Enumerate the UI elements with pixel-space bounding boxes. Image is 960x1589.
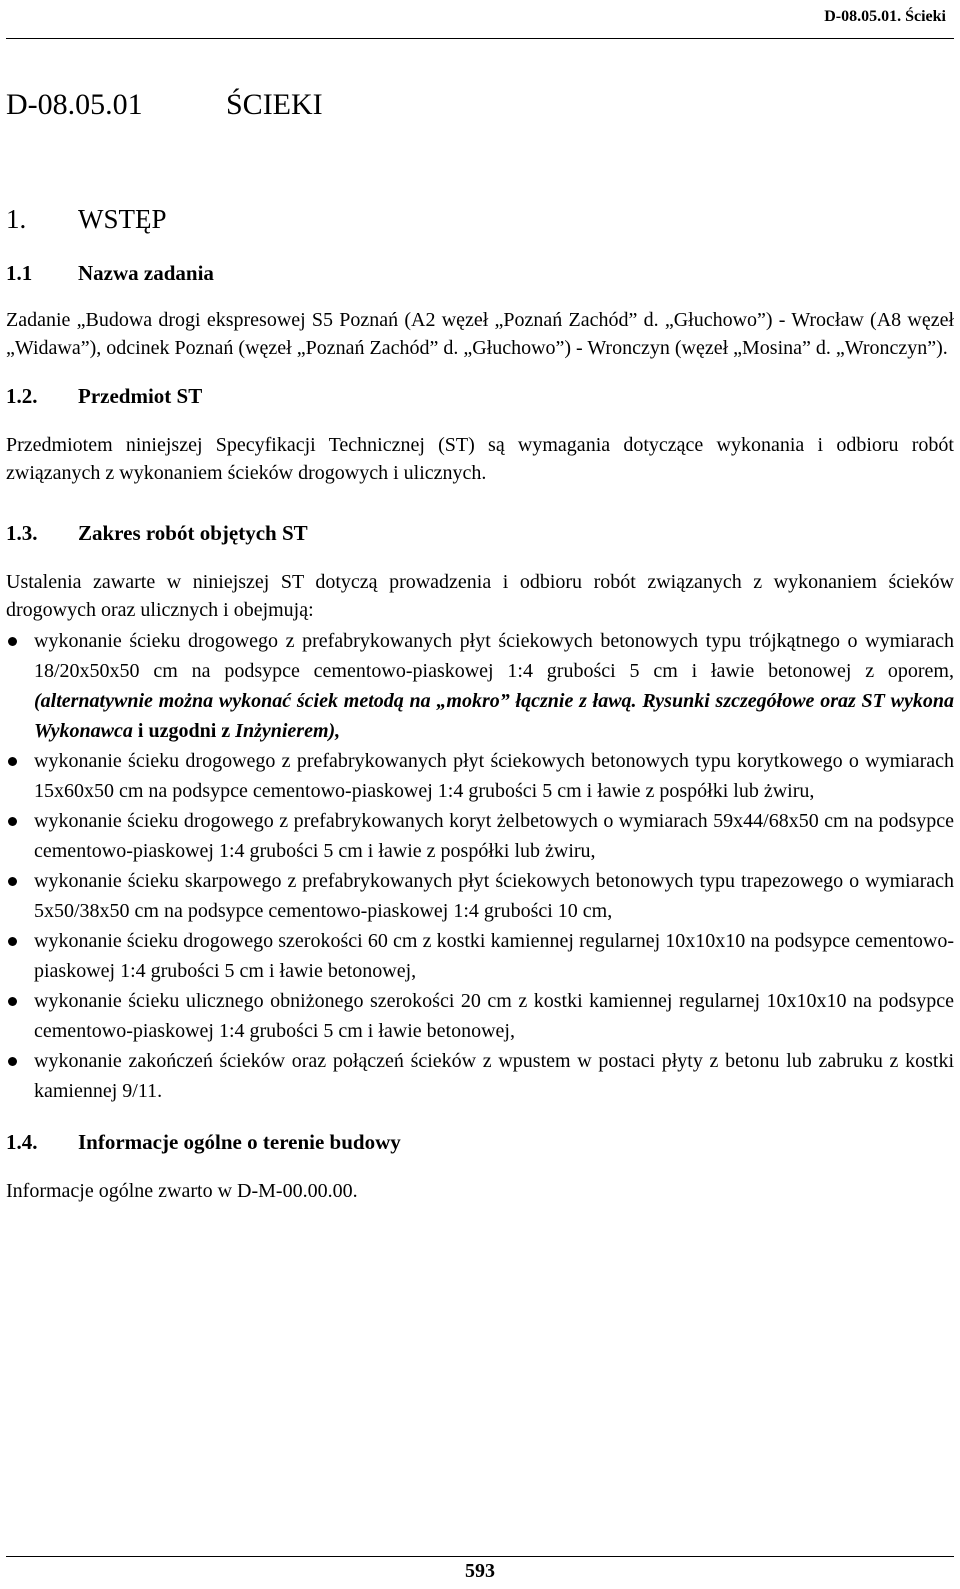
running-header: D-08.05.01. Ścieki <box>824 8 946 25</box>
scope-intro-paragraph: Ustalenia zawarte w niniejszej ST dotyczą prowadzenia i odbioru robót związanych z wykonaniem ścieków drogowych oraz ulicznych i obejmują: <box>6 571 954 621</box>
section-heading-1-1 <box>6 261 954 286</box>
spec-name: ŚCIEKI <box>226 88 323 121</box>
list-item: wykonanie ścieku drogowego z prefabrykowanych płyt ściekowych betonowych typu korytkowego o wymiarach 15x60x50 cm na podsypce cementowo-piaskowej 1:4 grubości 5 cm i ławie z pospółki lub żwiru, <box>6 746 954 806</box>
page-number: 593 <box>465 1560 495 1582</box>
section-heading-1 <box>6 204 954 235</box>
section-title: Informacje ogólne o terenie budowy <box>78 1130 401 1154</box>
section-number: 1.1 <box>6 261 33 285</box>
section-heading-1-2 <box>6 384 954 409</box>
list-item-note-end: Inżynierem), <box>235 720 341 742</box>
list-item-note: (alternatywnie można wykonać ściek metodą na „mokro” łącznie z ławą. Rysunki szczegółowe oraz ST wykona Wykonawca <box>34 690 954 742</box>
header-divider <box>6 38 954 39</box>
section-heading-1-3 <box>6 521 954 546</box>
site-info-paragraph: Informacje ogólne zwarto w D-M-00.00.00. <box>6 1180 358 1202</box>
list-item-note-bold: i uzgodni z <box>132 720 236 742</box>
list-item <box>6 626 954 746</box>
document-title <box>6 88 954 122</box>
task-name-paragraph: Zadanie „Budowa drogi ekspresowej S5 Poznań (A2 węzeł „Poznań Zachód” d. „Głuchowo”) - Wrocław (A8 węzeł „Widawa”), odcinek Poznań (węzeł „Poznań Zachód” d. „Głuchowo”) - Wronczyn (węzeł „Mosina” d. „Wronczyn”). <box>6 309 954 359</box>
section-title: Przedmiot ST <box>78 384 203 408</box>
section-number: 1.3. <box>6 521 38 545</box>
section-title: Zakres robót objętych ST <box>78 521 308 545</box>
list-item: wykonanie ścieku drogowego szerokości 60 cm z kostki kamiennej regularnej 10x10x10 na podsypce cementowo-piaskowej 1:4 grubości 5 cm i ławie betonowej, <box>6 926 954 986</box>
list-item: wykonanie zakończeń ścieków oraz połączeń ścieków z wpustem w postaci płyty z betonu lub zabruku z kostki kamiennej 9/11. <box>6 1046 954 1106</box>
document-body <box>6 88 954 1205</box>
section-number: 1.2. <box>6 384 38 408</box>
section-number: 1.4. <box>6 1130 38 1154</box>
section-title: WSTĘP <box>78 204 167 234</box>
list-item-text: wykonanie ścieku drogowego z prefabrykowanych płyt ściekowych betonowych typu trójkątnego o wymiarach 18/20x50x50 cm na podsypce cementowo-piaskowej 1:4 grubości 5 cm i ławie betonowej z oporem, <box>34 630 954 682</box>
list-item: wykonanie ścieku skarpowego z prefabrykowanych płyt ściekowych betonowych typu trapezowego o wymiarach 5x50/38x50 cm na podsypce cementowo-piaskowej 1:4 grubości 10 cm, <box>6 866 954 926</box>
section-number: 1. <box>6 204 27 234</box>
list-item: wykonanie ścieku drogowego z prefabrykowanych koryt żelbetowych o wymiarach 59x44/68x50 cm na podsypce cementowo-piaskowej 1:4 grubości 5 cm i ławie z pospółki lub żwiru, <box>6 806 954 866</box>
section-heading-1-4 <box>6 1130 954 1155</box>
list-item: wykonanie ścieku ulicznego obniżonego szerokości 20 cm z kostki kamiennej regularnej 10x10x10 na podsypce cementowo-piaskowej 1:4 grubości 5 cm i ławie betonowej, <box>6 986 954 1046</box>
footer-divider <box>6 1556 954 1557</box>
subject-paragraph: Przedmiotem niniejszej Specyfikacji Technicznej (ST) są wymagania dotyczące wykonania i odbioru robót związanych z wykonaniem ścieków drogowych i ulicznych. <box>6 434 954 484</box>
scope-list <box>6 626 954 1106</box>
spec-code: D-08.05.01 <box>6 88 143 121</box>
section-title: Nazwa zadania <box>78 261 214 285</box>
